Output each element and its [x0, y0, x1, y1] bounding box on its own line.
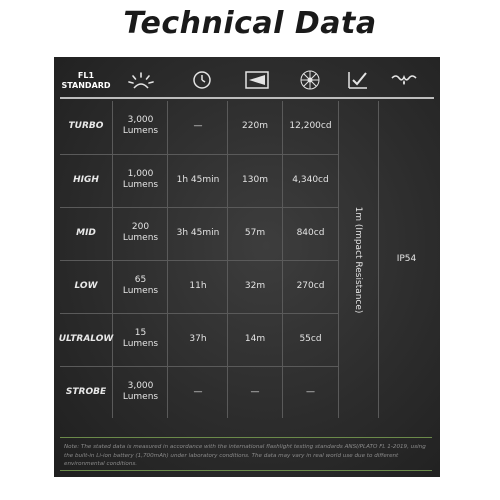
lumens-cell	[114, 314, 167, 364]
runtime-cell: —	[193, 120, 203, 131]
mode-label: ULTRALOW	[58, 333, 114, 344]
mode-label: MID	[76, 227, 96, 238]
distance-cell: 220m	[242, 120, 268, 131]
lumens-cell	[114, 367, 167, 417]
mode-label: LOW	[74, 280, 98, 291]
mode-label: STROBE	[65, 386, 107, 397]
lumens-cell	[114, 208, 167, 258]
note-top-rule	[60, 437, 432, 438]
mode-label: TURBO	[68, 120, 104, 131]
impact-resistance-icon	[338, 65, 378, 95]
spec-table-panel	[54, 57, 440, 477]
runtime-cell: 37h	[189, 333, 207, 344]
lumens-unit: Lumens	[122, 233, 159, 243]
lumens-cell	[114, 155, 167, 205]
page-title: Technical Data	[123, 6, 377, 41]
header-divider	[60, 97, 434, 99]
lumens-unit: Lumens	[122, 286, 159, 296]
distance-cell: 14m	[244, 333, 266, 344]
mode-label: HIGH	[73, 174, 99, 185]
distance-cell: 32m	[244, 280, 266, 291]
footnote: Note: The stated data is measured in accordance with the international flashlight testing standards ANSI/PLATO FL 1-2019, using the built-in Li-ion battery (1,700mAh) under laboratory conditions. The data may vary in real world use due to different environmental conditions.	[64, 444, 426, 467]
standard-line1: FL1	[77, 71, 95, 80]
water-resistance-value: IP54	[396, 254, 417, 264]
intensity-cell: 55cd	[299, 333, 322, 344]
runtime-cell: 1h 45min	[176, 174, 220, 185]
lumens-unit: Lumens	[122, 126, 159, 136]
lumens-unit: Lumens	[122, 339, 159, 349]
lumens-value: 1,000	[127, 169, 154, 179]
lumens-value: 3,000	[127, 381, 154, 391]
runtime-clock-icon	[172, 65, 232, 95]
runtime-cell: 3h 45min	[176, 227, 220, 238]
intensity-cell: 12,200cd	[289, 120, 332, 131]
intensity-cell: 270cd	[296, 280, 325, 291]
standard-line2: STANDARD	[61, 81, 111, 90]
beam-distance-icon	[232, 65, 282, 95]
lumens-unit: Lumens	[122, 392, 159, 402]
runtime-cell: —	[193, 386, 203, 397]
intensity-cell: —	[306, 386, 315, 397]
intensity-cell: 4,340cd	[292, 174, 329, 185]
lumens-unit: Lumens	[122, 180, 159, 190]
runtime-cell: 11h	[189, 280, 207, 291]
lumens-value: 200	[131, 222, 150, 232]
lumens-cell	[114, 101, 167, 151]
column-divider	[338, 101, 339, 418]
note-bottom-rule	[60, 470, 432, 471]
standard-header	[60, 67, 112, 95]
brightness-icon	[117, 65, 165, 95]
lumens-value: 15	[134, 328, 147, 338]
impact-resistance-value: 1m (Impact Resistance)	[353, 206, 363, 314]
distance-cell: —	[250, 386, 260, 397]
lumens-value: 65	[134, 275, 147, 285]
intensity-cell: 840cd	[296, 227, 325, 238]
lumens-cell	[114, 261, 167, 311]
peak-intensity-icon	[282, 65, 338, 95]
distance-cell: 130m	[242, 174, 268, 185]
lumens-value: 3,000	[127, 115, 154, 125]
water-resistance-icon	[378, 65, 430, 95]
distance-cell: 57m	[244, 227, 266, 238]
